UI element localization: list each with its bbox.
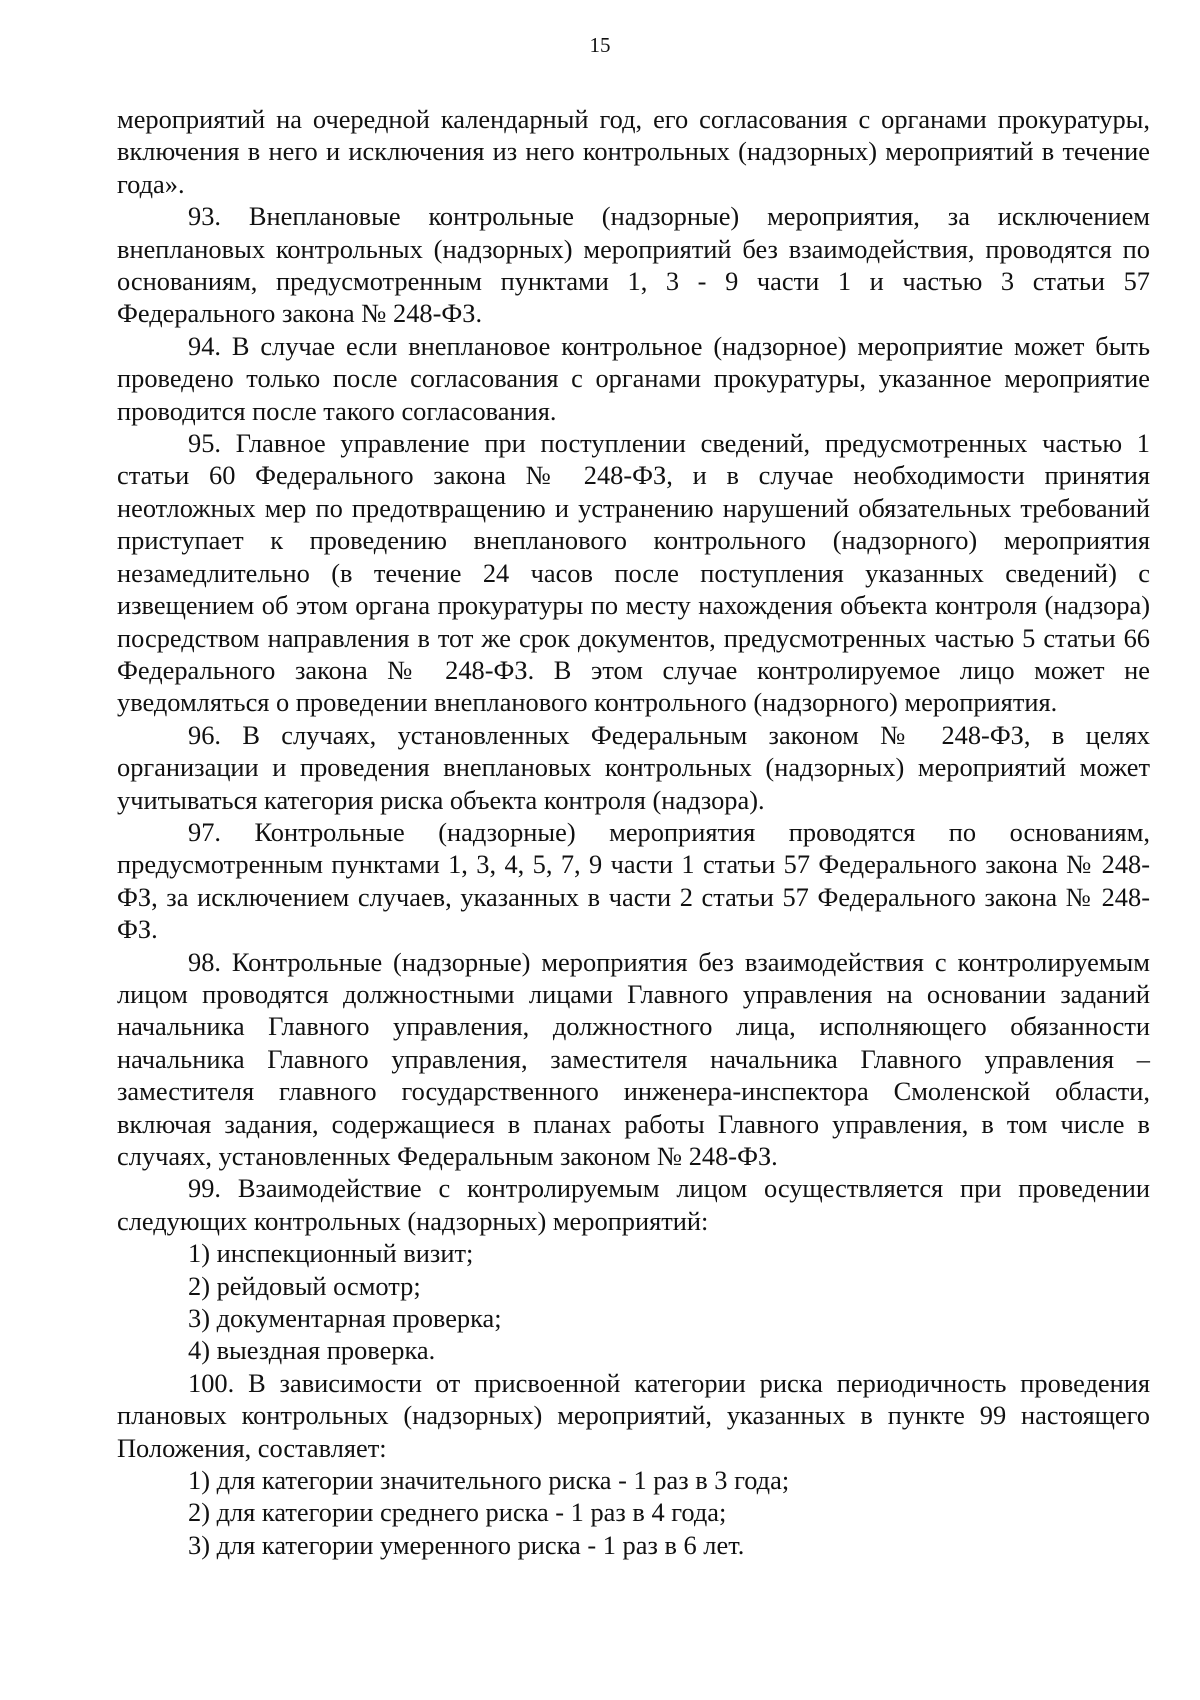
list-item-99-1: 1) инспекционный визит; [188,1238,474,1269]
paragraph-100: 100. В зависимости от присвоенной категории риска периодичность проведения плановых контрольных (надзорных) мероприятий, указанных в пункте 99 настоящего Положения, составляет: [117,1367,1150,1463]
paragraph-98: 98. Контрольные (надзорные) мероприятия без взаимодействия с контролируемым лицом проводятся должностными лицами Главного управления на основании заданий начальника Главного управления, должностного лица, исполняющего обязанности начальника Главного управления, заместителя начальника Главного управления – заместителя главного государственного инженера-инспектора Смоленской области, включая задания, содержащиеся в планах работы Главного управления, в том числе в случаях, установленных Федеральным законом № 248-ФЗ. [117,946,1150,1171]
list-item-99-4: 4) выездная проверка. [188,1335,436,1366]
page-number: 15 [589,33,611,57]
list-item-99-3: 3) документарная проверка; [188,1303,502,1334]
list-item-100-3: 3) для категории умеренного риска - 1 раз в 6 лет. [188,1529,745,1560]
paragraph-94: 94. В случае если внеплановое контрольное (надзорное) мероприятие может быть проведено только после согласования с органами прокуратуры, указанное мероприятие проводится после такого согласования. [117,330,1150,426]
paragraph-95: 95. Главное управление при поступлении сведений, предусмотренных частью 1 статьи 60 Федерального закона № 248-ФЗ, и в случае необходимости принятия неотложных мер по предотвращению и устранению нарушений обязательных требований приступает к проведению внепланового контрольного (надзорного) мероприятия незамедлительно (в течение 24 часов после поступления указанных сведений) с извещением об этом органа прокуратуры по месту нахождения объекта контроля (надзора) посредством направления в тот же срок документов, предусмотренных частью 5 статьи 66 Федерального закона № 248-ФЗ. В этом случае контролируемое лицо может не уведомляться о проведении внепланового контрольного (надзорного) мероприятия. [117,428,1150,718]
paragraph-continuation: мероприятий на очередной календарный год, его согласования с органами прокуратуры, включения в него и исключения из него контрольных (надзорных) мероприятий в течение года». [117,104,1150,199]
list-item-99-2: 2) рейдовый осмотр; [188,1270,421,1301]
list-item-100-2: 2) для категории среднего риска - 1 раз в 4 года; [188,1497,727,1528]
list-item-100-1: 1) для категории значительного риска - 1 раз в 3 года; [188,1465,790,1496]
paragraph-97: 97. Контрольные (надзорные) мероприятия проводятся по основаниям, предусмотренным пунктами 1, 3, 4, 5, 7, 9 части 1 статьи 57 Федерального закона № 248-ФЗ, за исключением случаев, указанных в части 2 статьи 57 Федерального закона № 248-ФЗ. [117,816,1150,945]
paragraph-99: 99. Взаимодействие с контролируемым лицом осуществляется при проведении следующих контрольных (надзорных) мероприятий: [117,1173,1150,1236]
document-body [117,103,1150,1561]
paragraph-93: 93. Внеплановые контрольные (надзорные) мероприятия, за исключением внеплановых контрольных (надзорных) мероприятий без взаимодействия, проводятся по основаниям, предусмотренным пунктами 1, 3 - 9 части 1 и частью 3 статьи 57 Федерального закона № 248-ФЗ. [117,201,1150,329]
paragraph-96: 96. В случаях, установленных Федеральным законом № 248-ФЗ, в целях организации и проведения внеплановых контрольных (надзорных) мероприятий может учитываться категория риска объекта контроля (надзора). [117,719,1150,815]
